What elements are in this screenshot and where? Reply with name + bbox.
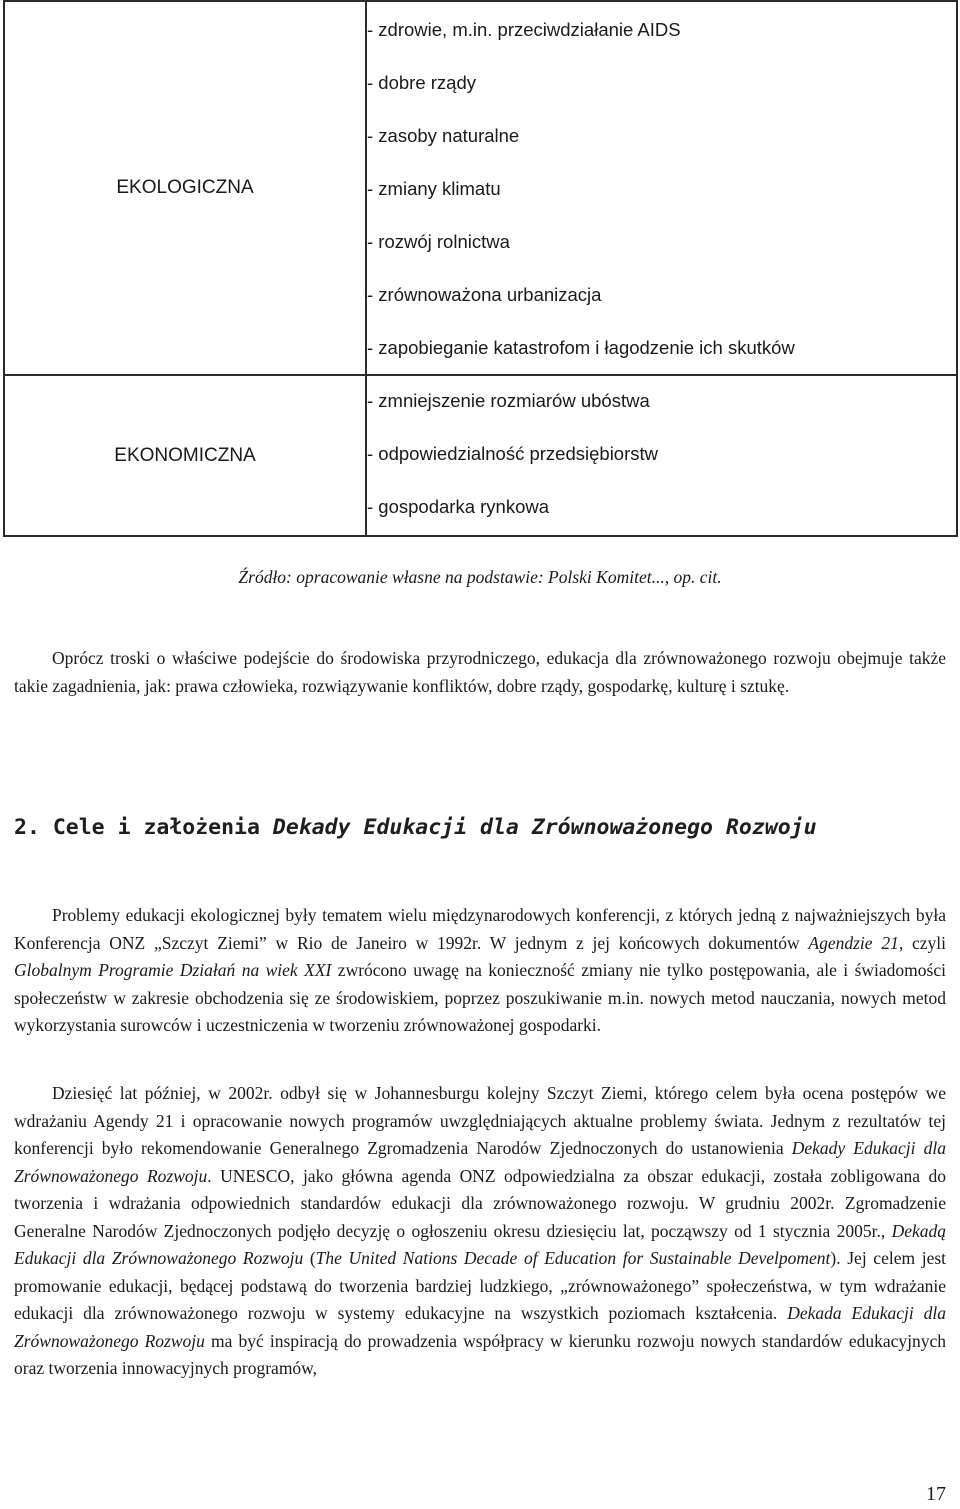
text-run: ). Jej celem jest promowanie edukacji, będącej podstawą do tworzenia bardziej ludzkiego, „zrównoważonego” społeczeństwa, w tym wdrażanie edukacji dla zrównoważonego rozwoju w systemy edukacyjne na wszystkich poziomach kształcenia. — [14, 1248, 947, 1323]
items-cell — [366, 375, 957, 536]
heading-italic-text: Dekady Edukacji dla Zrównoważonego Rozwoju — [272, 815, 817, 840]
text-run: Problemy edukacji ekologicznej były tematem wielu międzynarodowych konferencji, z których jedną z najważniejszych była Konferencja ONZ „Szczyt Ziemi” w Rio de Janeiro w 1992r. W jednym z jej końcowych dokumentów — [14, 905, 946, 953]
text-run: . UNESCO, jako główna agenda ONZ odpowiedzialna za obszar edukacji, została zobligowana do tworzenia i wdrażania odpowiednich standardów edukacji dla zrównoważonego rozwoju. W grudniu 2002r. Zgromadzenie Generalne Narodów Zjednoczonych podjęło decyzję o ogłoszeniu okresu dziesięciu lat, począwszy od 1 stycznia 2005r., — [14, 1165, 947, 1241]
category-cell: EKOLOGICZNA — [4, 1, 366, 375]
text-run-italic: The United Nations Decade of Education for Sustainable Develpoment — [315, 1248, 831, 1268]
text-run-italic: Globalnym Programie Działań na wiek XXI — [14, 960, 332, 980]
text-run-italic: Dekada Edukacji dla Zrównoważonego Rozwoju — [14, 1303, 946, 1351]
table-source-note: Źródło: opracowanie własne na podstawie: Polski Komitet..., op. cit. — [238, 567, 722, 587]
list-item: - zdrowie, m.in. przeciwdziałanie AIDS — [367, 19, 681, 40]
body-paragraph-2 — [14, 1080, 946, 1383]
list-item: - zmiany klimatu — [367, 178, 501, 199]
list-item: - dobre rządy — [367, 72, 476, 93]
intro-paragraph: Oprócz troski o właściwe podejście do środowiska przyrodniczego, edukacja dla zrównoważonego rozwoju obejmuje także takie zagadnienia, jak: prawa człowieka, rozwiązywanie konfliktów, dobre rządy, gospodarkę, kulturę i sztukę. — [14, 648, 946, 696]
text-run-italic: Dekadą Edukacji dla Zrównoważonego Rozwoju — [14, 1220, 946, 1268]
topics-table — [3, 0, 958, 537]
list-item: - rozwój rolnictwa — [367, 231, 510, 252]
list-item: - zapobieganie katastrofom i łagodzenie ich skutków — [367, 337, 795, 358]
text-run: Dziesięć lat później, w 2002r. odbył się w Johannesburgu kolejny Szczyt Ziemi, którego celem była ocena postępów we wdrażaniu Agendy 21 i opracowanie nowych programów uwzględniających aktualne problemy świata. Jednym z rezultatów tej konferencji było rekomendowanie Generalnego Zgromadzenia Narodów Zjednoczonych do ustanowienia — [14, 1083, 946, 1158]
table-row — [4, 1, 957, 375]
table-row — [4, 375, 957, 536]
heading-number: 2. — [14, 815, 40, 840]
list-item: - zrównoważona urbanizacja — [367, 284, 602, 305]
list-item: - zmniejszenie rozmiarów ubóstwa — [367, 389, 650, 411]
page-number: 17 — [926, 1483, 946, 1505]
text-run: zwrócono uwagę na konieczność zmiany nie tylko postępowania, ale i świadomości społeczeństw w zakresie obchodzenia się ze środowiskiem, poprzez poszukiwanie m.in. nowych metod nauczania, nowych metod wykorzystania surowców i uczestniczenia w tworzeniu zrównoważonej gospodarki. — [14, 960, 946, 1035]
items-cell — [366, 1, 957, 375]
text-run: ma być inspiracją do prowadzenia współpracy w kierunku rozwoju nowych standardów edukacyjnych oraz tworzenia innowacyjnych programów, — [14, 1330, 946, 1378]
text-run: , czyli — [898, 932, 947, 953]
body-paragraph-1 — [14, 902, 946, 1040]
text-run-italic: Agendzie 21 — [808, 932, 899, 953]
list-item: - zasoby naturalne — [367, 125, 520, 146]
list-item: - gospodarka rynkowa — [367, 495, 550, 517]
section-heading — [14, 815, 946, 840]
category-cell: EKONOMICZNA — [4, 375, 366, 536]
heading-text: Cele i założenia — [52, 815, 260, 840]
text-run: ( — [303, 1248, 316, 1268]
list-item: - odpowiedzialność przedsiębiorstw — [367, 442, 659, 464]
text-run-italic: Dekady Edukacji dla Zrównoważonego Rozwoju — [14, 1138, 946, 1186]
